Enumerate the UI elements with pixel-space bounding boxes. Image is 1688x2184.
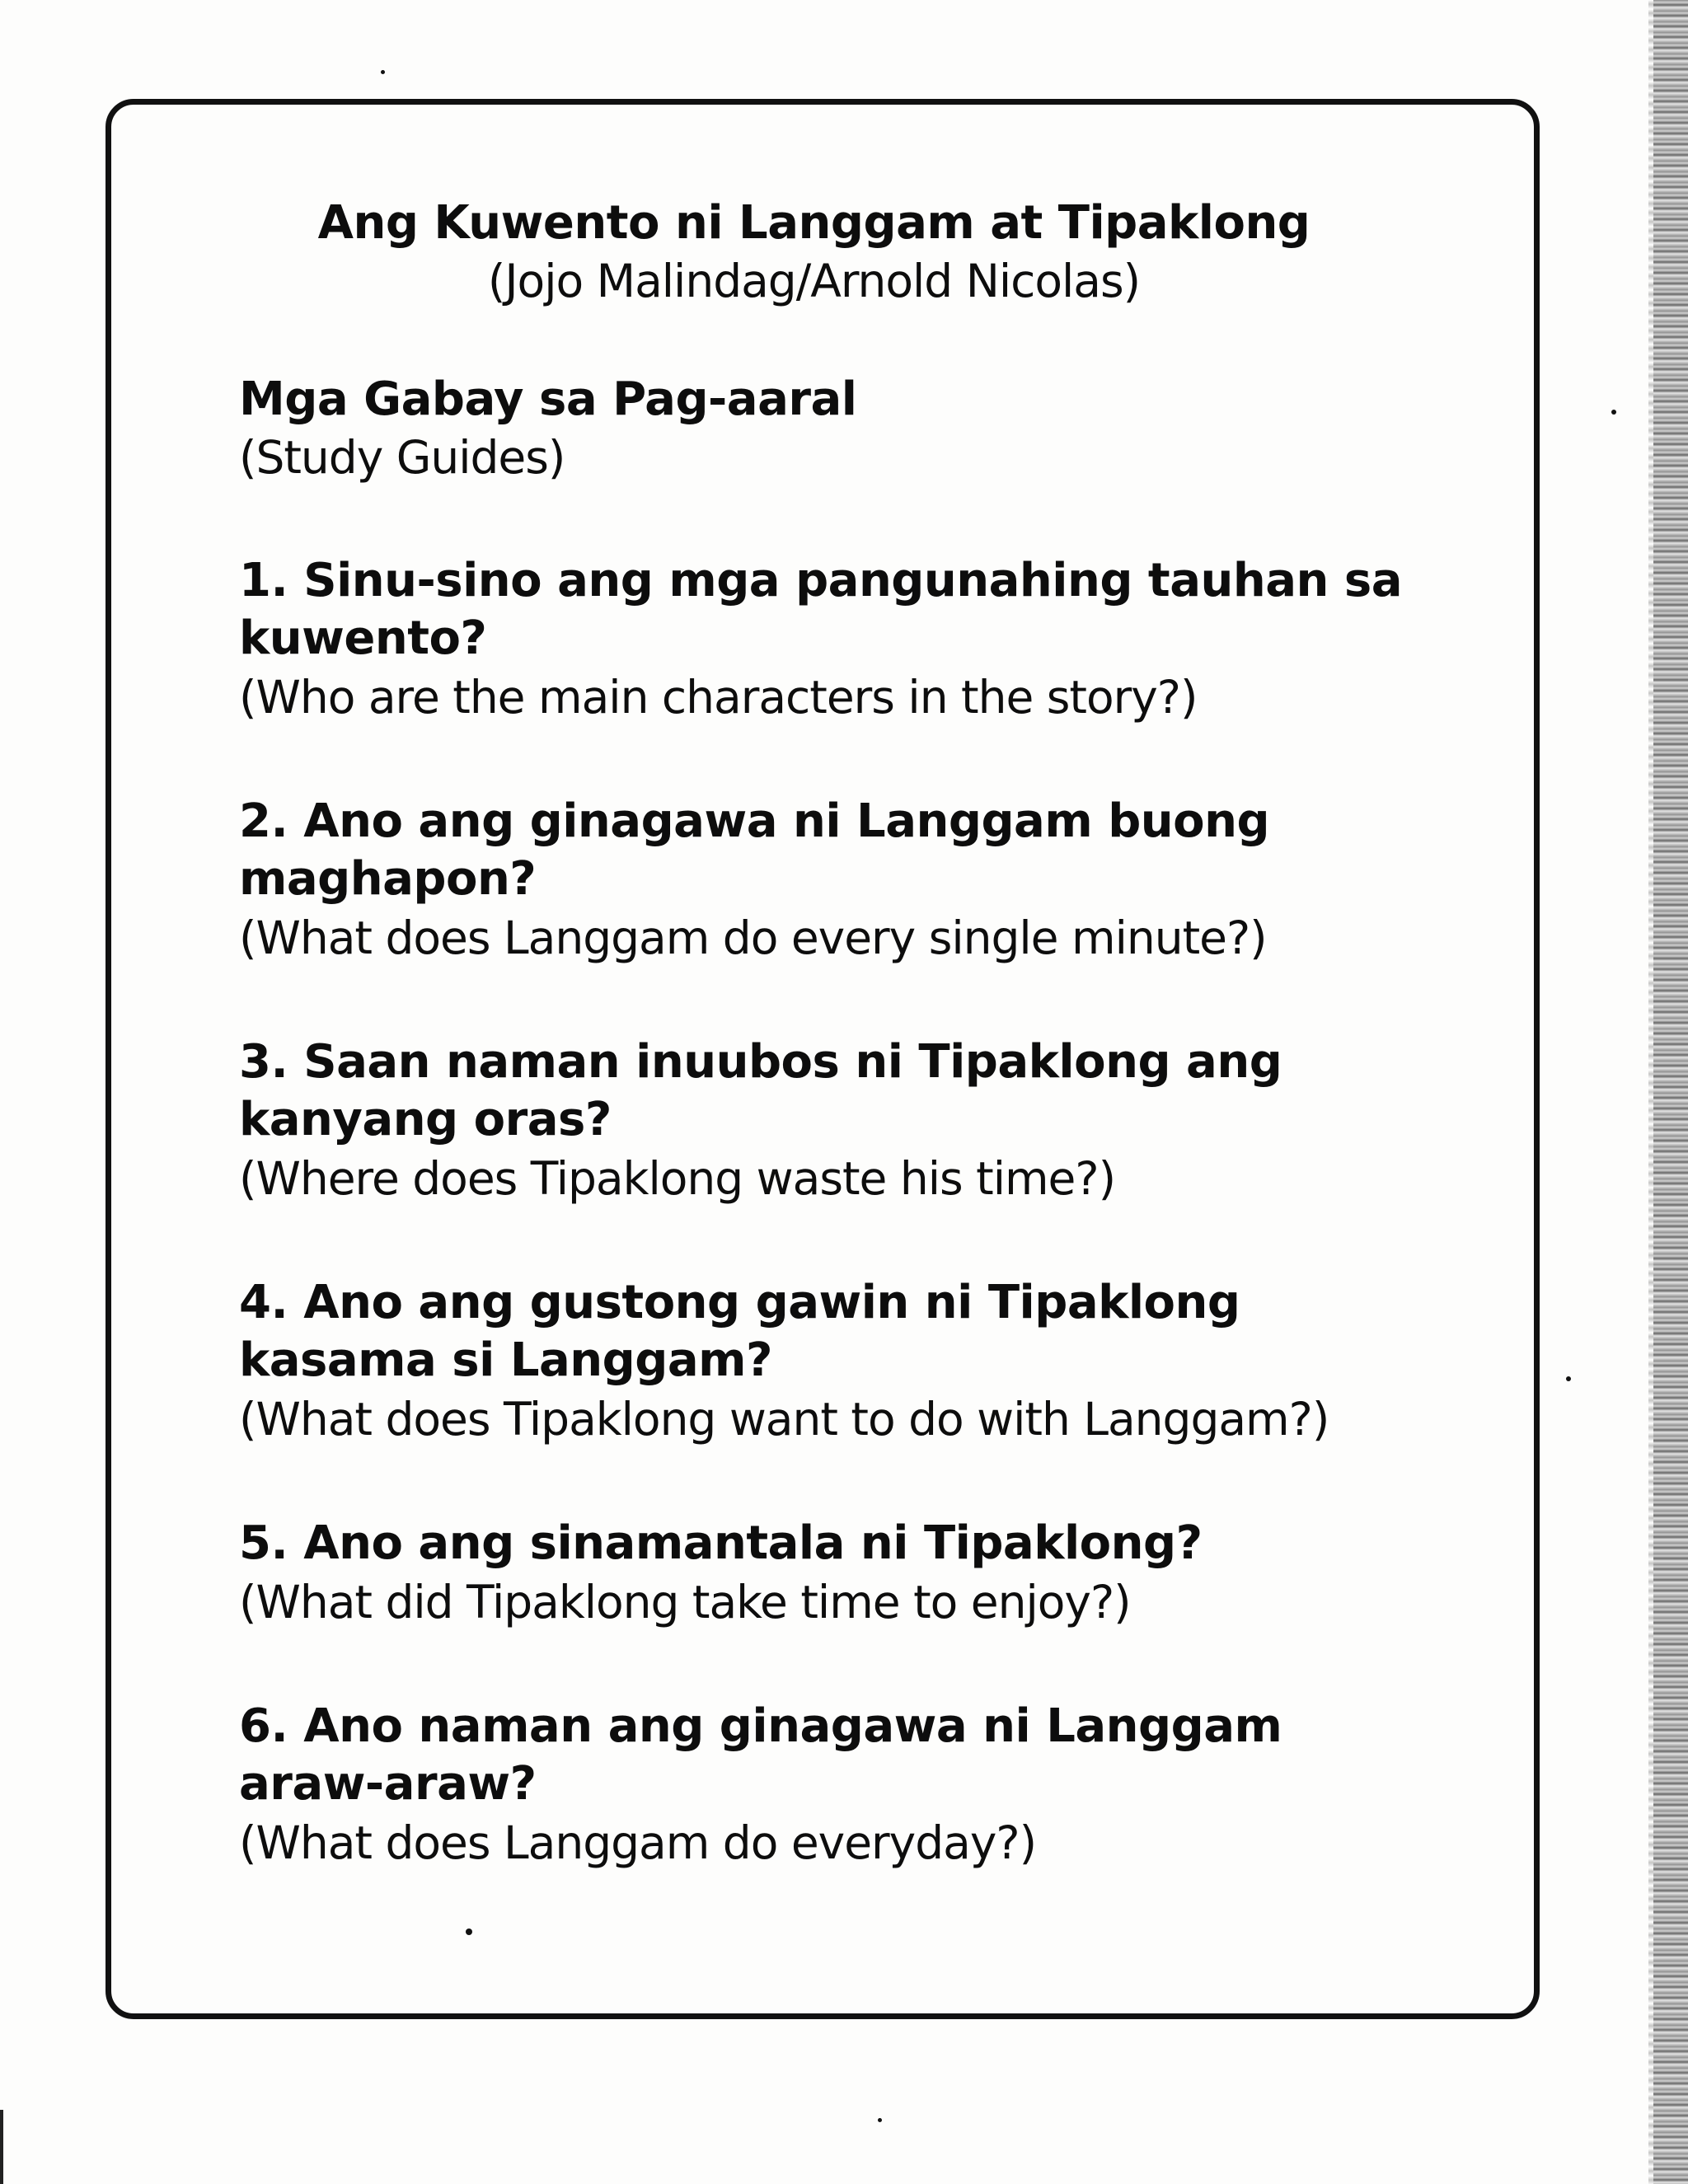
question-item (239, 1274, 1409, 1449)
document-authors: (Jojo Malindag/Arnold Nicolas) (487, 255, 1141, 307)
document-title: Ang Kuwento ni Langgam at Tipaklong (317, 196, 1311, 250)
question-text: 2. Ano ang ginagawa ni Langgam buong maghapon? (239, 794, 1270, 906)
scan-speck (878, 2118, 882, 2122)
question-text: 5. Ano ang sinamantala ni Tipaklong? (239, 1516, 1203, 1570)
question-text: 4. Ano ang gustong gawin ni Tipaklong kasama si Langgam? (239, 1276, 1240, 1387)
question-item (239, 793, 1409, 968)
question-item (239, 552, 1409, 727)
question-translation: (What did Tipaklong take time to enjoy?) (239, 1576, 1131, 1629)
scan-speck (1611, 410, 1616, 415)
question-translation: (What does Langgam do every single minute?) (239, 912, 1267, 964)
question-translation: (What does Tipaklong want to do with Langgam?) (239, 1393, 1329, 1446)
scan-speck (466, 1929, 472, 1935)
study-guide-content (239, 371, 1409, 1872)
question-translation: (What does Langgam do everyday?) (239, 1816, 1037, 1869)
question-item (239, 1515, 1409, 1632)
question-text: 6. Ano naman ang ginagawa ni Langgam araw-araw? (239, 1699, 1282, 1811)
section-subheading: (Study Guides) (239, 431, 565, 484)
scan-edge-noise (1653, 0, 1688, 2184)
question-item (239, 1033, 1409, 1208)
scan-speck (381, 70, 385, 74)
question-translation: (Where does Tipaklong waste his time?) (239, 1152, 1116, 1205)
section-heading: Mga Gabay sa Pag-aaral (239, 373, 857, 426)
question-text: 1. Sinu-sino ang mga pangunahing tauhan sa kuwento? (239, 554, 1402, 665)
section-header (239, 371, 1409, 486)
question-item (239, 1698, 1409, 1872)
question-translation: (Who are the main characters in the story?) (239, 671, 1198, 724)
scan-edge-mark (0, 2110, 3, 2184)
question-text: 3. Saan naman inuubos ni Tipaklong ang kanyang oras? (239, 1035, 1282, 1146)
scan-speck (1566, 1376, 1571, 1381)
